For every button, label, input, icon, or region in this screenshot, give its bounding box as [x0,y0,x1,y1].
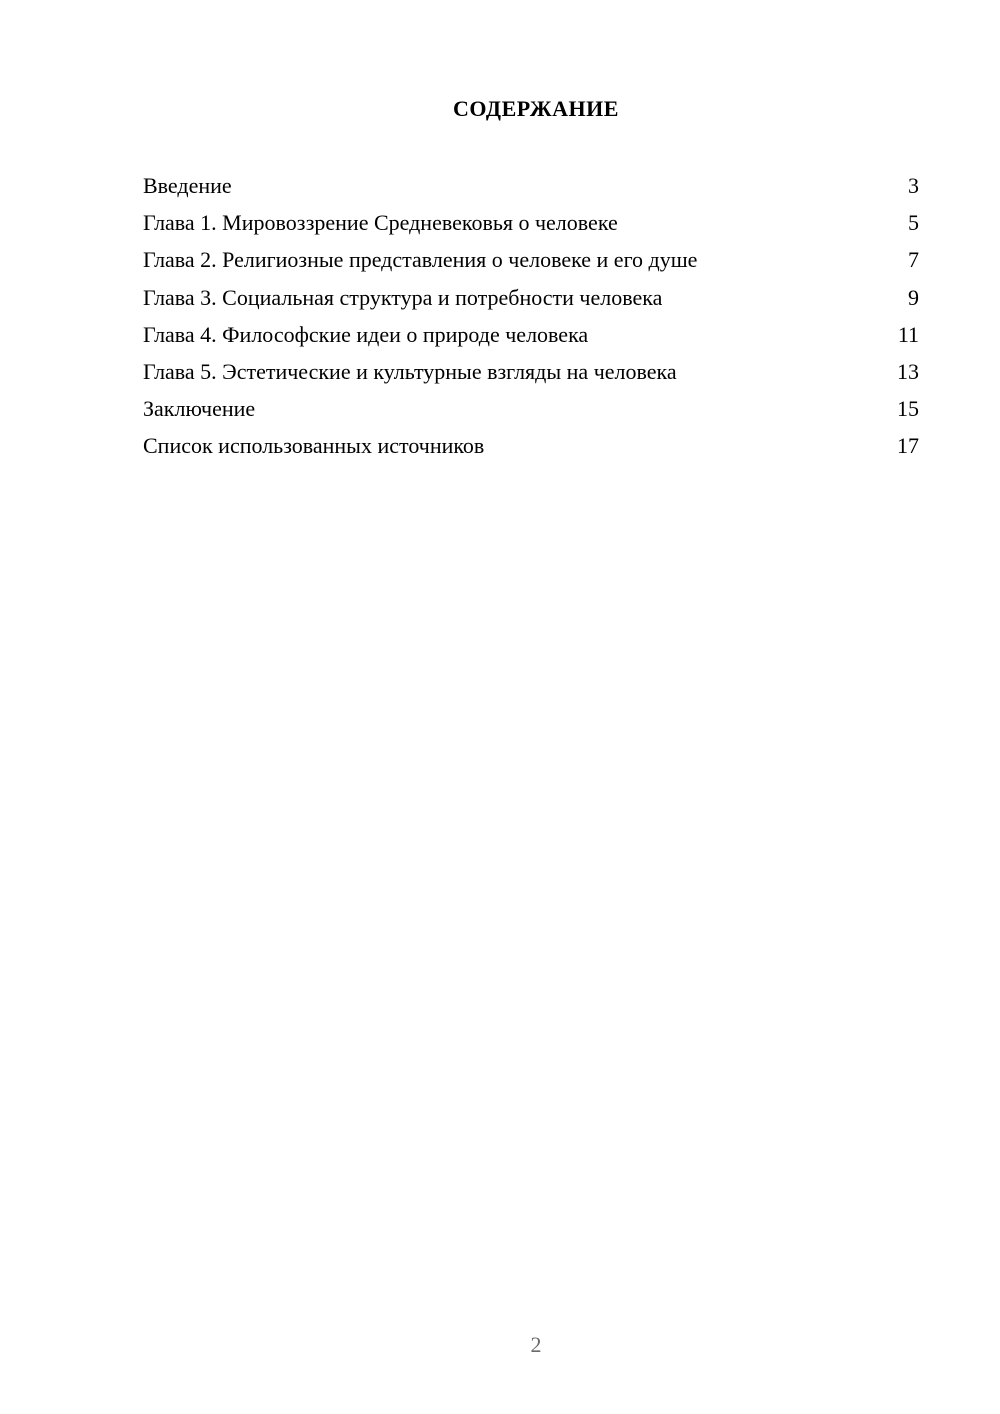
toc-entry-page: 9 [908,284,919,310]
toc-entry-label: Глава 1. Мировоззрение Средневековья о человеке [143,210,618,236]
toc-entry-page: 7 [908,247,919,273]
toc-entry[interactable] [143,316,919,353]
toc-entry-label: Глава 5. Эстетические и культурные взгляды на человека [143,358,677,384]
toc-entry-page: 15 [897,396,919,422]
toc-entry[interactable] [143,167,919,204]
toc-entry-label: Введение [143,173,232,198]
toc-entry[interactable] [143,427,919,464]
toc-entry-label: Заключение [143,396,256,422]
toc-entry[interactable] [143,279,919,316]
table-of-contents [143,167,919,465]
toc-entry-page: 17 [897,433,919,459]
toc-entry[interactable] [143,241,919,278]
page-number: 2 [530,1332,542,1357]
toc-entry-label: Список использованных источников [143,433,485,459]
toc-entry-page: 3 [908,173,919,198]
toc-entry-label: Глава 4. Философские идеи о природе человека [143,321,589,347]
toc-entry[interactable] [143,353,919,390]
toc-title: СОДЕРЖАНИЕ [453,96,619,121]
toc-entry-page: 13 [897,358,919,384]
toc-entry-label: Глава 2. Религиозные представления о человеке и его душе [143,247,698,273]
toc-entry-page: 5 [908,210,919,236]
toc-entry-label: Глава 3. Социальная структура и потребности человека [143,284,663,310]
toc-entry[interactable] [143,204,919,241]
toc-entry-page: 11 [897,321,919,347]
toc-entry[interactable] [143,390,919,427]
